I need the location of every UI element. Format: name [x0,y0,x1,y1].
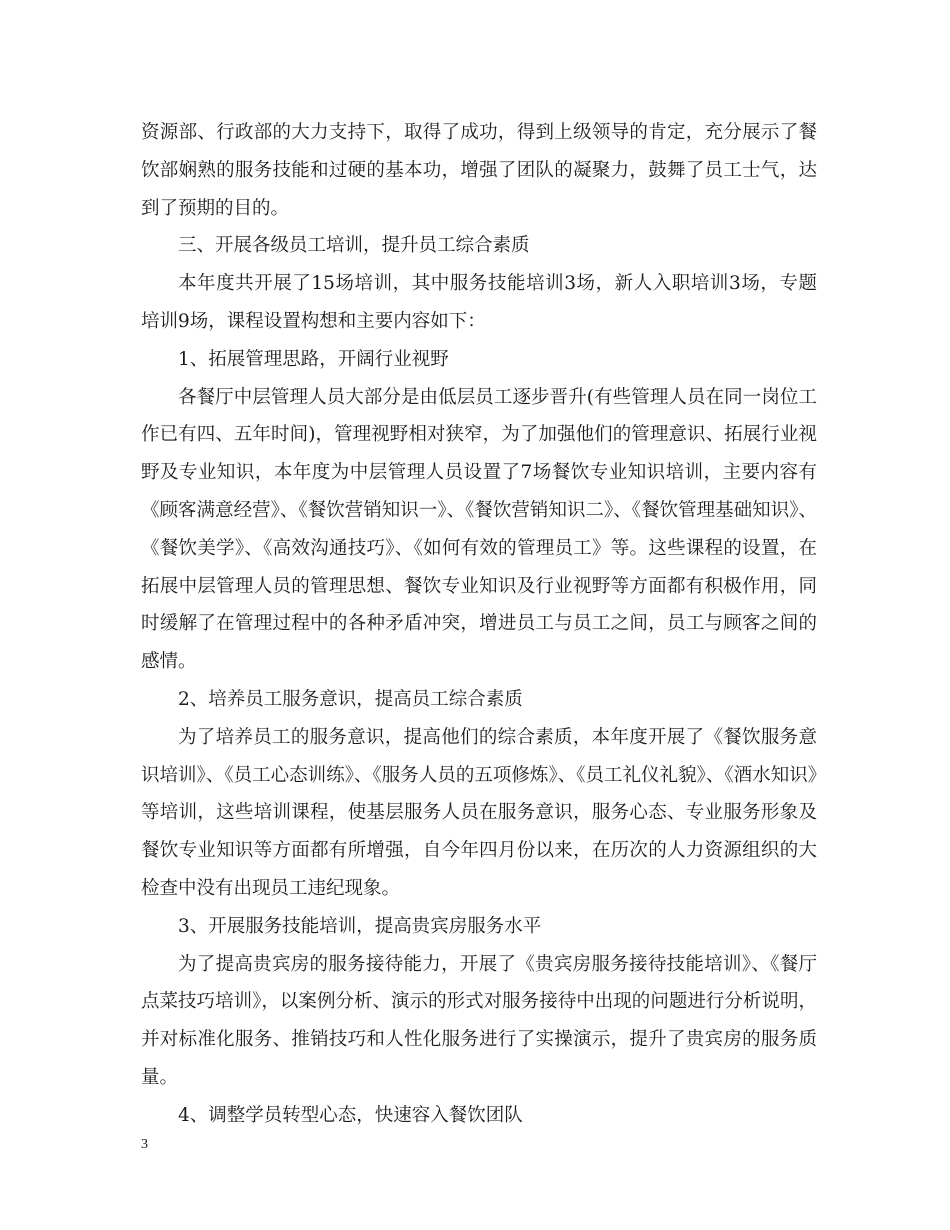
document-body [141,114,817,1135]
page-number: 3 [141,1137,148,1152]
paragraph-5: 为了提高贵宾房的服务接待能力，开展了《贵宾房服务接待技能培训》、《餐厅点菜技巧培训》，以案例分析、演示的形式对服务接待中出现的问题进行分析说明，并对标准化服务、推销技巧和人性化服务进行了实操演示，提升了贵宾房的服务质量。 [141,953,817,1088]
paragraph-1: 资源部、行政部的大力支持下，取得了成功，得到上级领导的肯定，充分展示了餐饮部娴熟的服务技能和过硬的基本功，增强了团队的凝聚力，鼓舞了员工士气，达到了预期的目的。 [141,122,817,219]
section-heading-3: 三、开展各级员工培训，提升员工综合素质 [178,235,530,257]
paragraph-2: 本年度共开展了15场培训，其中服务技能培训3场，新人入职培训3场，专题培训9场，课程设置构想和主要内容如下： [141,273,817,332]
subheading-4: 4、调整学员转型心态，快速容入餐饮团队 [178,1104,523,1126]
subheading-3: 3、开展服务技能培训，提高贵宾房服务水平 [178,915,542,937]
subheading-1: 1、拓展管理思路，开阔行业视野 [178,348,449,370]
paragraph-3: 各餐厅中层管理人员大部分是由低层员工逐步晋升(有些管理人员在同一岗位工作已有四、五年时间)，管理视野相对狭窄，为了加强他们的管理意识、拓展行业视野及专业知识，本年度为中层管理人员设置了7场餐饮专业知识培训，主要内容有《顾客满意经营》、《餐饮营销知识一》、《餐饮营销知识二》、《餐饮管理基础知识》、《餐饮美学》、《高效沟通技巧》、《如何有效的管理员工》等。这些课程的设置，在拓展中层管理人员的管理思想、餐饮专业知识及行业视野等方面都有积极作用，同时缓解了在管理过程中的各种矛盾冲突，增进员工与员工之间，员工与顾客之间的感情。 [141,386,817,673]
paragraph-4: 为了培养员工的服务意识，提高他们的综合素质，本年度开展了《餐饮服务意识培训》、《员工心态训练》、《服务人员的五项修炼》、《员工礼仪礼貌》、《酒水知识》等培训，这些培训课程，使基层服务人员在服务意识，服务心态、专业服务形象及餐饮专业知识等方面都有所增强，自今年四月份以来，在历次的人力资源组织的大检查中没有出现员工违纪现象。 [141,726,817,899]
subheading-2: 2、培养员工服务意识，提高员工综合素质 [178,688,523,710]
